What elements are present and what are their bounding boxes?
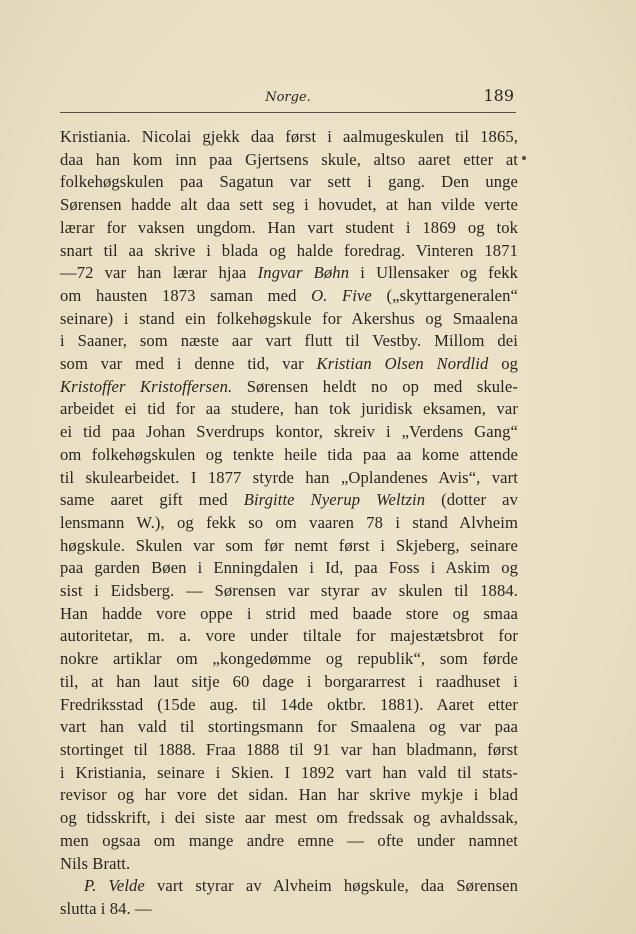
person-name: O. Five	[311, 285, 372, 305]
text-line: daa han kom inn paa Gjertsens skule, altso aaret etter at	[60, 149, 518, 169]
page-number: 189	[483, 86, 514, 105]
text-line: til, at han laut sitje 60 dage i borgararrest i raadhuset i	[60, 671, 518, 691]
person-name: Kristian Olsen Nordlid	[316, 354, 489, 374]
text-line: lensmann W.), og fekk so om vaaren 78 i stand Alvheim	[60, 512, 518, 532]
text-line: høgskule. Skulen var som før nemt først i Skjeberg, seinare	[60, 535, 518, 555]
text-segment: og	[488, 354, 518, 374]
text-line: vart han vald til stortingsmann for Smaalena og var paa	[60, 717, 518, 737]
text-segment: Sørensen heldt no op med skule-	[232, 376, 518, 396]
text-line: seinare) i stand ein folkehøgskule for Akershus og Smaalena	[60, 308, 518, 328]
text-line	[60, 353, 518, 376]
text-line: folkehøgskulen paa Sagatun var sett i gang. Den unge	[60, 172, 518, 192]
text-line: Fredriksstad (15de aug. til 14de oktbr. 1881). Aaret etter	[60, 694, 518, 714]
text-segment: om hausten 1873 saman med	[60, 285, 312, 305]
text-line: sist i Eidsberg. — Sørensen var styrar av skulen til 1884.	[60, 581, 518, 601]
text-line: paa garden Bøen i Enningdalen i Id, paa Foss i Askim og	[60, 558, 518, 578]
text-line: Kristiania. Nicolai gjekk daa først i aalmugeskulen til 1865,	[60, 127, 518, 146]
text-line	[60, 875, 518, 898]
text-line: og tidsskrift, i dei siste aar mest om fredssak og avhaldssak,	[60, 808, 518, 828]
text-line: om folkehøgskulen og tenkte heile tida paa aa kome attende	[60, 444, 518, 464]
ink-speck	[522, 156, 526, 160]
person-name: Birgitte Nyerup Weltzin	[243, 490, 426, 510]
person-name: Kristoffer Kristoffersen.	[60, 376, 233, 396]
text-line: ei tid paa Johan Sverdrups kontor, skreiv i „Verdens Gang“	[60, 422, 518, 442]
text-line	[60, 489, 518, 512]
text-segment: som var med i denne tid, var	[60, 354, 317, 374]
text-line: men ogsaa om mange andre emne — ofte under namnet	[60, 830, 518, 850]
text-line: Han hadde vore oppe i strid med baade store og smaa	[60, 603, 518, 623]
text-segment: („skyttargeneralen“	[371, 285, 518, 305]
text-line: stortinget til 1888. Fraa 1888 til 91 var han bladmann, først	[60, 739, 518, 759]
running-title: Norge.	[265, 90, 311, 105]
text-line: til skulearbeidet. I 1877 styrde han „Oplandenes Avis“, vart	[60, 467, 518, 487]
person-name: P. Velde	[84, 876, 145, 896]
text-line: i Saaner, som næste aar vart flutt til Vestby. Millom dei	[60, 331, 518, 351]
text-segment: same aaret gift med	[60, 490, 244, 510]
text-segment: i Ullensaker og fekk	[349, 263, 519, 283]
page-header	[60, 86, 516, 113]
text-line: i Kristiania, seinare i Skien. I 1892 vart han vald til stats-	[60, 762, 518, 782]
text-line: nokre artiklar om „kongedømme og republik“, som førde	[60, 649, 518, 669]
text-segment: (dotter av	[425, 490, 518, 510]
text-line	[60, 376, 518, 399]
text-segment: —72 var han lærar hjaa	[60, 263, 258, 283]
text-line: revisor og har vore det sidan. Han har skrive mykje i blad	[60, 785, 518, 805]
text-line: slutta i 84. —	[60, 898, 152, 918]
text-line	[60, 262, 518, 285]
text-segment: vart styrar av Alvheim høgskule, daa Sørensen	[144, 876, 518, 896]
person-name: Ingvar Bøhn	[257, 263, 350, 283]
text-line	[60, 285, 518, 308]
text-line: Nils Bratt.	[60, 853, 131, 873]
text-line: Sørensen hadde alt daa sett seg i hovudet, at han vilde verte	[60, 195, 518, 215]
body-text	[60, 126, 518, 921]
text-line: snart til aa skrive i blada og halde foredrag. Vinteren 1871	[60, 240, 518, 260]
text-line: autoritetar, m. a. vore under tiltale for majestætsbrot for	[60, 626, 518, 646]
text-line: lærar for vaksen ungdom. Han vart student i 1869 og tok	[60, 217, 518, 237]
text-line: arbeidet ei tid for aa studere, han tok juridisk eksamen, var	[60, 399, 518, 419]
